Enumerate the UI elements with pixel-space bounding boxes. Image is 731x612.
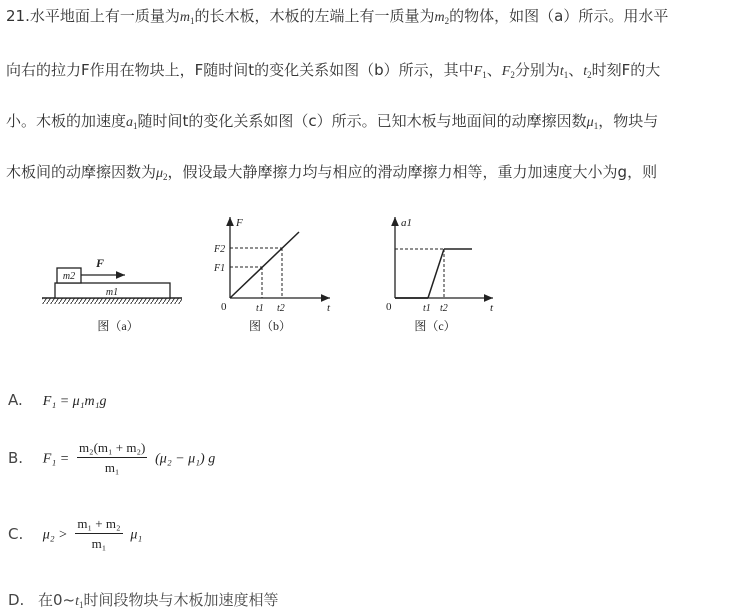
caption-c: 图（c）	[414, 319, 456, 333]
caption-a: 图（a）	[97, 319, 139, 333]
symbol-mu1: $\mu_1$	[586, 115, 599, 131]
b-y-label: F	[236, 217, 243, 229]
option-d[interactable]	[8, 589, 279, 610]
b-tick-F1: F1	[214, 263, 226, 274]
option-b-fraction	[77, 440, 147, 476]
q2-seg1: 向右的拉力F作用在物块上，F随时间t的变化关系如图（b）所示，其中	[6, 61, 474, 79]
symbol-mu2: $\mu_2$	[156, 166, 168, 182]
q1-seg2: 的长木板，木板的左端上有一质量为	[194, 7, 435, 25]
option-d-symbol-t1: $t_1$	[75, 594, 84, 610]
caption-b: 图（b）	[248, 319, 292, 333]
option-b-denominator: m₁	[104, 460, 120, 475]
q2-seg4: 、	[568, 61, 584, 79]
q1-seg3: 的物体，如图（a）所示。用水平	[449, 7, 669, 25]
option-c-lhs: μ₂ >	[42, 527, 68, 543]
option-a[interactable]	[8, 391, 107, 410]
option-b-rhs: (μ₂ − μ₁) g	[155, 451, 216, 467]
q3-seg1: 小。木板的加速度	[6, 112, 127, 130]
symbol-F1: $F_1$	[473, 64, 487, 80]
symbol-t2: $t_2$	[583, 64, 592, 80]
option-b-lhs: F₁ =	[42, 451, 70, 467]
option-c-fraction	[75, 516, 122, 552]
c-tick-t1: t1	[423, 303, 431, 314]
b-x-label: t	[327, 302, 331, 314]
option-b[interactable]	[8, 440, 215, 476]
option-c-letter: C.	[8, 524, 24, 543]
symbol-F2: $F_2$	[501, 64, 515, 80]
option-d-letter: D.	[8, 591, 25, 609]
q4-seg2: ，假设最大静摩擦力均与相应的滑动摩擦力相等，重力加速度大小为g，则	[167, 163, 658, 181]
force-label: F	[96, 256, 105, 270]
option-c-denominator: m₁	[91, 536, 107, 551]
c-y-label: a1	[401, 217, 412, 229]
figure-panel	[0, 212, 731, 347]
figure-c	[386, 217, 494, 333]
q2-seg5: 时刻F的大	[591, 61, 661, 79]
question-line-1	[6, 6, 668, 28]
option-b-numerator: m₂(m₁ + m₂)	[77, 440, 147, 458]
b-F-line	[230, 232, 299, 298]
option-a-expression: F₁ = μ₁m₁g	[42, 394, 107, 409]
symbol-a1: $a_1$	[126, 115, 138, 131]
question-line-4	[6, 162, 657, 184]
symbol-t1: $t_1$	[559, 64, 569, 80]
question-line-2	[6, 60, 660, 82]
q3-seg2: 随时间t的变化关系如图（c）所示。已知木板与地面间的动摩擦因数	[137, 112, 587, 130]
c-x-label: t	[490, 302, 494, 314]
b-origin: 0	[221, 301, 227, 313]
q3-seg3: ，物块与	[598, 112, 659, 130]
q2-seg3: 分别为	[514, 61, 560, 79]
option-d-text-after: 时间段物块与木板加速度相等	[83, 591, 279, 609]
option-c[interactable]	[8, 516, 142, 552]
option-a-letter: A.	[8, 391, 23, 409]
option-d-text-before: 在0~	[38, 591, 76, 609]
c-rise-segment	[428, 249, 444, 298]
b-tick-t1: t1	[256, 303, 264, 314]
symbol-m1: $m_1$	[179, 10, 195, 26]
b-tick-t2: t2	[277, 303, 285, 314]
figure-a	[42, 256, 182, 333]
block-label: m2	[62, 271, 76, 282]
option-c-numerator: m₁ + m₂	[75, 516, 122, 534]
ground-hatching	[42, 298, 182, 304]
option-b-letter: B.	[8, 448, 24, 467]
symbol-m2: $m_2$	[434, 10, 450, 26]
q4-seg1: 木板间的动摩擦因数为	[6, 163, 157, 181]
c-tick-t2: t2	[440, 303, 448, 314]
q2-seg2: 、	[486, 61, 502, 79]
board-label: m1	[105, 287, 119, 298]
q1-seg1: 21.水平地面上有一质量为	[6, 7, 180, 25]
question-line-3	[6, 111, 658, 133]
b-tick-F2: F2	[214, 244, 226, 255]
option-c-rhs: μ₁	[130, 527, 143, 543]
c-origin: 0	[386, 301, 392, 313]
figure-b	[213, 217, 331, 333]
